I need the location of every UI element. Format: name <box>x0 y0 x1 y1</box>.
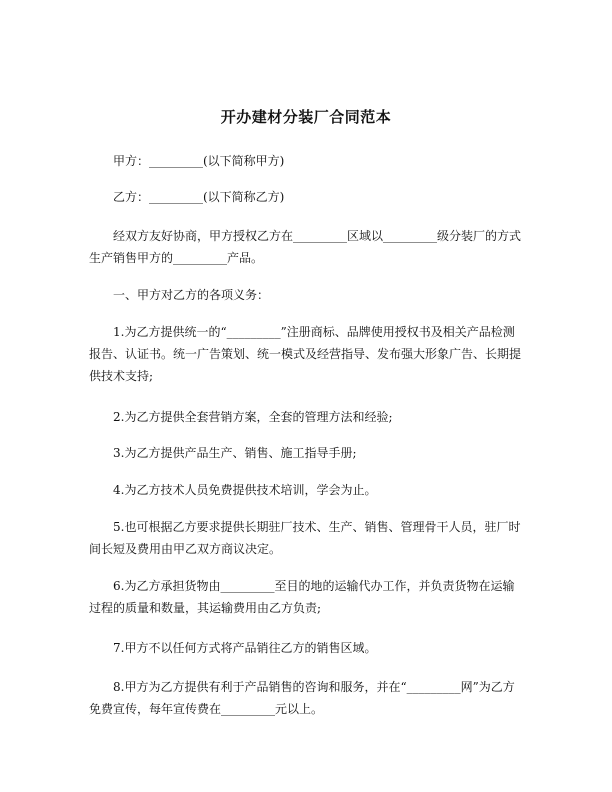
party-a-line: 甲方：_________(以下简称甲方) <box>113 154 285 168</box>
obligation-item-6: 6.为乙方承担货物由_________至目的地的运输代办工作，并负责货物在运输过程的质量和数量，其运输费用由乙方负责; <box>89 579 515 615</box>
obligation-item-8: 8.甲方为乙方提供有利于产品销售的咨询和服务，并在“_________网”为乙方免费宣传，每年宣传费在_________元以上。 <box>89 680 515 716</box>
obligation-item-5: 5.也可根据乙方要求提供长期驻厂技术、生产、销售、管理骨干人员，驻厂时间长短及费用由甲乙双方商议决定。 <box>89 520 521 556</box>
obligation-item-2: 2.为乙方提供全套营销方案，全套的管理方法和经验; <box>113 410 393 424</box>
section-1-heading: 一、甲方对乙方的各项义务： <box>113 288 270 302</box>
obligation-item-3: 3.为乙方提供产品生产、销售、施工指导手册; <box>113 446 357 460</box>
document-title: 开办建材分装厂合同范本 <box>220 108 392 126</box>
obligation-item-7: 7.甲方不以任何方式将产品销往乙方的销售区域。 <box>113 641 377 655</box>
intro-paragraph: 经双方友好协商，甲方授权乙方在_________区域以_________级分装厂的方式生产销售甲方的_________产品。 <box>89 229 522 265</box>
party-b-line: 乙方：_________(以下简称乙方) <box>113 190 285 204</box>
obligation-item-1: 1.为乙方提供统一的“_________”注册商标、品牌使用授权书及相关产品检测报告、认证书。统一广告策划、统一模式及经营指导、发布强大形象广告、长期提供技术支持; <box>89 325 522 383</box>
obligation-item-4: 4.为乙方技术人员免费提供技术培训，学会为止。 <box>113 483 377 497</box>
